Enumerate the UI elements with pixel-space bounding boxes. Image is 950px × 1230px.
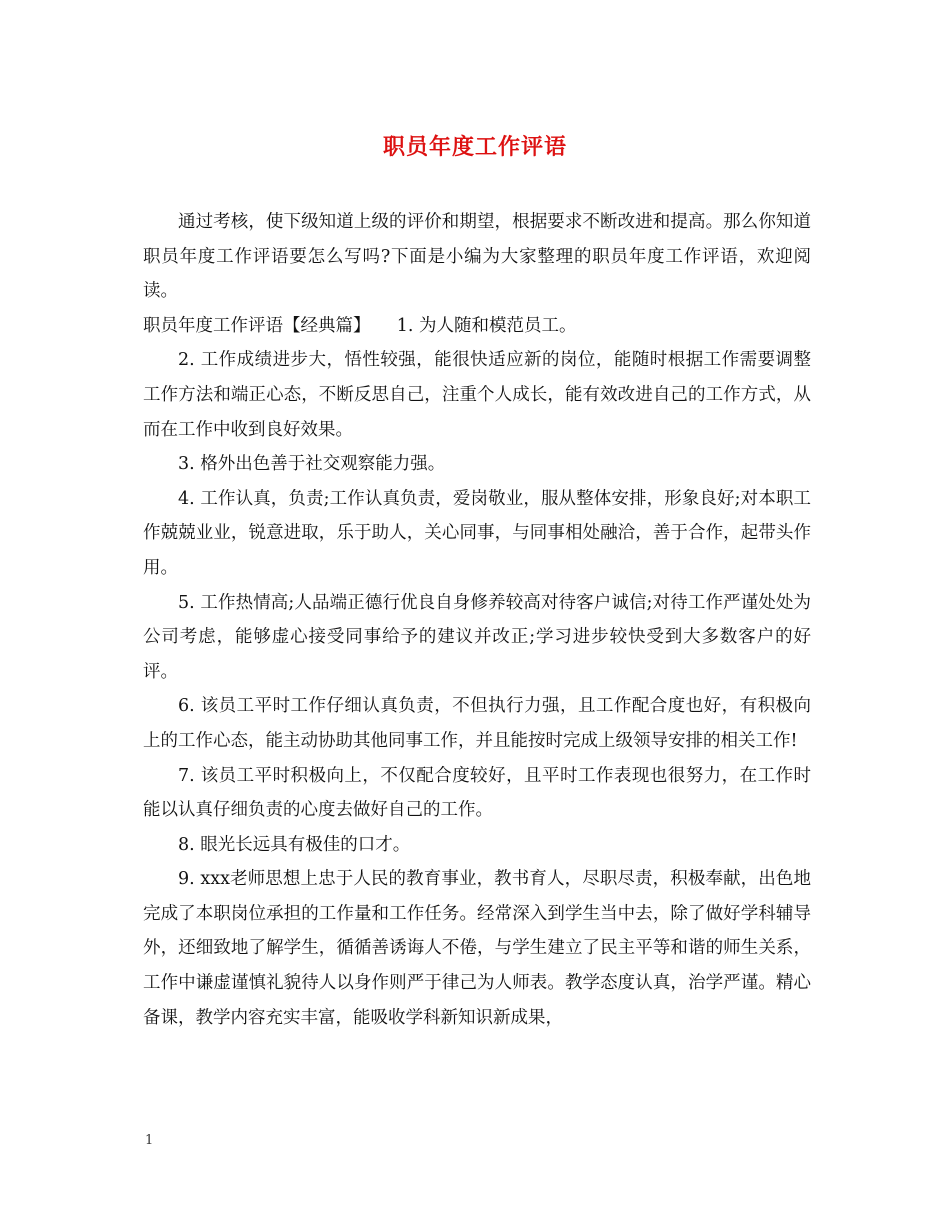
comment-item-8: 8. 眼光长远具有极佳的口才。 <box>178 834 411 855</box>
comment-item-9: 9. xxx老师思想上忠于人民的教育事业，教书育人，尽职尽责，积极奉献，出色地完成了本职岗位承担的工作量和工作任务。经常深入到学生当中去，除了做好学科辅导外，还细致地了解学生，循循善诱诲人不倦，与学生建立了民主平等和谐的师生关系，工作中谦虚谨慎礼貌待人以身作则严于律己为人师表。教学态度认真，治学严谨。精心备课，教学内容充实丰富，能吸收学科新知识新成果， <box>143 869 811 1028</box>
comment-item-7: 7. 该员工平时积极向上，不仅配合度较好，且平时工作表现也很努力，在工作时能以认真仔细负责的心度去做好自己的工作。 <box>143 765 811 821</box>
section-heading-line: 职员年度工作评语【经典篇】 1. 为人随和模范员工。 <box>143 315 577 336</box>
comment-item-2: 2. 工作成绩进步大，悟性较强，能很快适应新的岗位，能随时根据工作需要调整工作方法和端正心态，不断反思自己，注重个人成长，能有效改进自己的工作方式，从而在工作中收到良好效果。 <box>143 350 811 440</box>
document-body <box>143 205 811 1035</box>
document-title: 职员年度工作评语 <box>382 134 567 160</box>
page-number: 1 <box>145 1133 154 1148</box>
comment-item-3: 3. 格外出色善于社交观察能力强。 <box>178 454 446 475</box>
comment-item-4: 4. 工作认真，负责;工作认真负责，爱岗敬业，服从整体安排，形象良好;对本职工作兢兢业业，锐意进取，乐于助人，关心同事，与同事相处融洽，善于合作，起带头作用。 <box>143 488 811 578</box>
comment-item-5: 5. 工作热情高;人品端正德行优良自身修养较高对待客户诚信;对待工作严谨处处为公司考虑，能够虚心接受同事给予的建议并改正;学习进步较快受到大多数客户的好评。 <box>143 592 811 682</box>
intro-paragraph: 通过考核，使下级知道上级的评价和期望，根据要求不断改进和提高。那么你知道职员年度工作评语要怎么写吗?下面是小编为大家整理的职员年度工作评语，欢迎阅读。 <box>143 212 811 302</box>
comment-item-6: 6. 该员工平时工作仔细认真负责，不但执行力强，且工作配合度也好，有积极向上的工作心态，能主动协助其他同事工作，并且能按时完成上级领导安排的相关工作! <box>143 696 811 751</box>
